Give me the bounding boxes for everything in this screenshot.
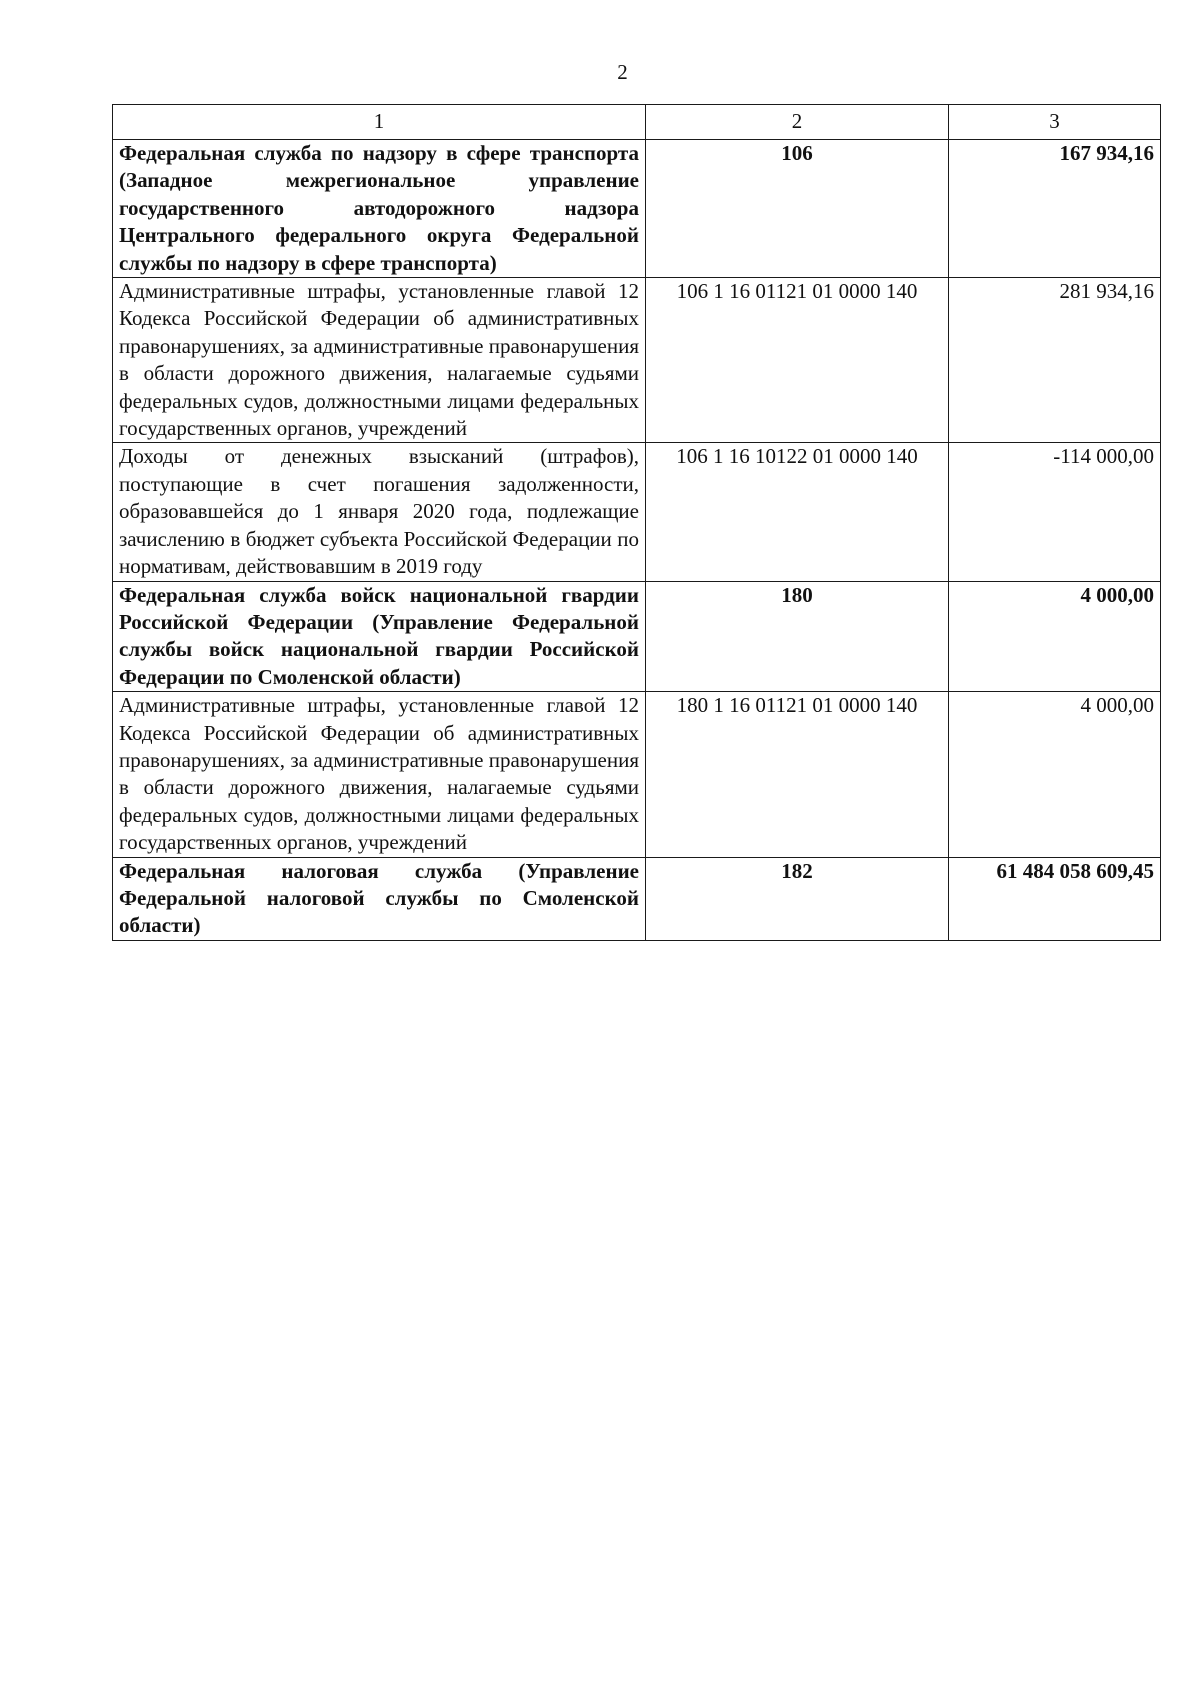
row-name: Административные штрафы, установленные главой 12 Кодекса Российской Федерации об административных правонарушениях, за административные правонарушения в области дорожного движения, налагаемые судьями федеральных судов, должностными лицами федеральных государственных органов, учреждений xyxy=(113,278,646,443)
row-code: 106 1 16 10122 01 0000 140 xyxy=(646,443,949,581)
table-row xyxy=(113,443,1161,581)
row-amount: -114 000,00 xyxy=(949,443,1161,581)
page-number: 2 xyxy=(617,60,628,84)
column-header-3: 3 xyxy=(949,105,1161,140)
table-row xyxy=(113,278,1161,443)
row-name: Федеральная налоговая служба (Управление Федеральной налоговой службы по Смоленской области) xyxy=(113,857,646,940)
row-amount: 4 000,00 xyxy=(949,581,1161,692)
column-header-2: 2 xyxy=(646,105,949,140)
row-amount: 4 000,00 xyxy=(949,692,1161,857)
row-amount: 61 484 058 609,45 xyxy=(949,857,1161,940)
table-header-row xyxy=(113,105,1161,140)
table-row xyxy=(113,140,1161,278)
table-row xyxy=(113,857,1161,940)
row-code: 106 xyxy=(646,140,949,278)
row-amount: 167 934,16 xyxy=(949,140,1161,278)
column-header-1: 1 xyxy=(113,105,646,140)
revenue-table xyxy=(112,104,1161,941)
row-amount: 281 934,16 xyxy=(949,278,1161,443)
table-row xyxy=(113,692,1161,857)
row-name: Федеральная служба по надзору в сфере транспорта (Западное межрегиональное управление государственного автодорожного надзора Центрального федерального округа Федеральной службы по надзору в сфере транспорта) xyxy=(113,140,646,278)
row-code: 180 xyxy=(646,581,949,692)
row-code: 180 1 16 01121 01 0000 140 xyxy=(646,692,949,857)
row-name: Административные штрафы, установленные главой 12 Кодекса Российской Федерации об административных правонарушениях, за административные правонарушения в области дорожного движения, налагаемые судьями федеральных судов, должностными лицами федеральных государственных органов, учреждений xyxy=(113,692,646,857)
row-code: 106 1 16 01121 01 0000 140 xyxy=(646,278,949,443)
row-name: Доходы от денежных взысканий (штрафов), поступающие в счет погашения задолженности, образовавшейся до 1 января 2020 года, подлежащие зачислению в бюджет субъекта Российской Федерации по нормативам, действовавшим в 2019 году xyxy=(113,443,646,581)
row-name: Федеральная служба войск национальной гвардии Российской Федерации (Управление Федеральной службы войск национальной гвардии Российской Федерации по Смоленской области) xyxy=(113,581,646,692)
table-row xyxy=(113,581,1161,692)
row-code: 182 xyxy=(646,857,949,940)
